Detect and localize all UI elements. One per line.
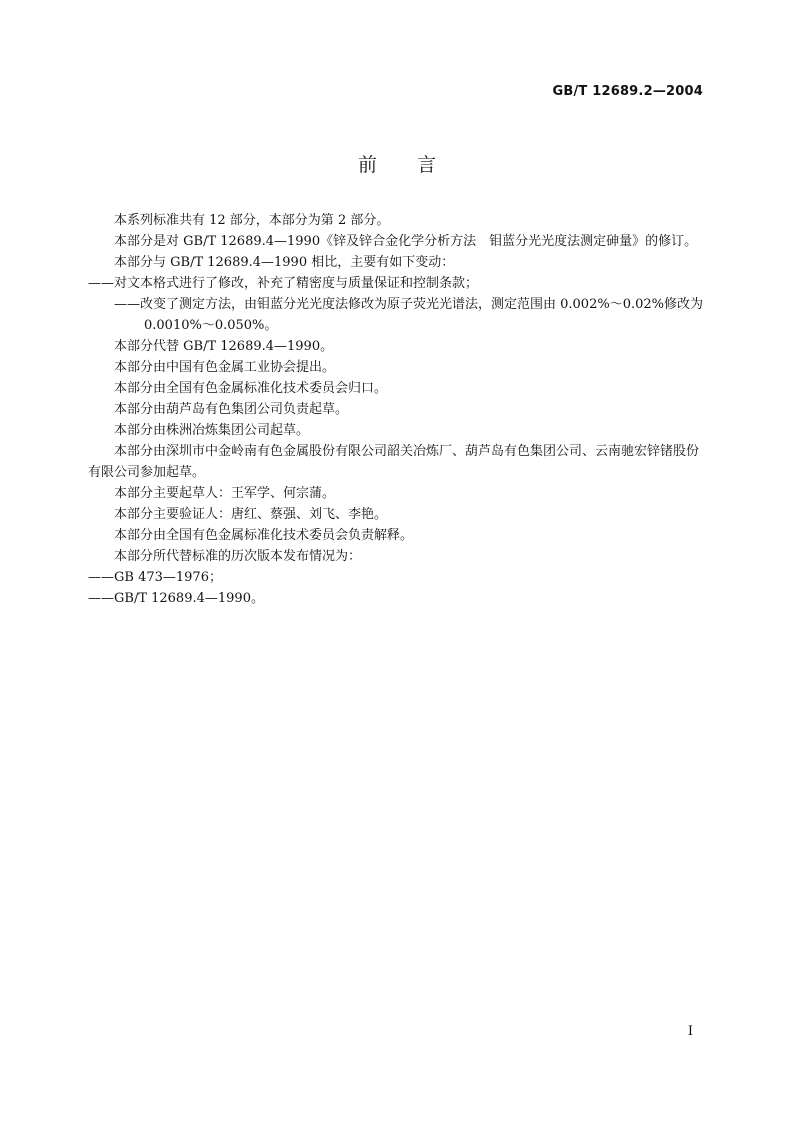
history-item-1976: ——GB 473—1976； [88,570,222,585]
paragraph-history-intro: 本部分所代替标准的历次版本发布情况为： [114,549,362,564]
page-title [0,150,794,177]
title-char-2: 言 [417,154,437,176]
foreword-body [88,210,706,609]
paragraph-main-drafters: 本部分主要起草人：王军学、何宗蒲。 [114,486,336,501]
paragraph-drafter: 本部分由株洲冶炼集团公司起草。 [114,423,310,438]
title-char-1: 前 [357,154,377,176]
standard-code: GB/T 12689.2—2004 [552,84,703,99]
paragraph-revision-of: 本部分是对 GB/T 12689.4—1990《锌及锌合金化学分析方法 钼蓝分光光度法测定砷量》的修订。 [114,234,698,249]
change-item-method: ——改变了测定方法，由钼蓝分光光度法修改为原子荧光光谱法，测定范围由 0.002%～0.02%修改为 0.0010%～0.050%。 [114,297,703,333]
history-item-1990: ——GB/T 12689.4—1990。 [88,591,264,606]
change-item-format: ——对文本格式进行了修改，补充了精密度与质量保证和控制条款； [88,276,479,291]
paragraph-under-jurisdiction: 本部分由全国有色金属标准化技术委员会归口。 [114,381,388,396]
paragraph-changes-intro: 本部分与 GB/T 12689.4—1990 相比，主要有如下变动： [114,255,455,270]
paragraph-proposed-by: 本部分由中国有色金属工业协会提出。 [114,360,336,375]
paragraph-interpretation: 本部分由全国有色金属标准化技术委员会负责解释。 [114,528,414,543]
paragraph-series-count: 本系列标准共有 12 部分，本部分为第 2 部分。 [114,213,390,228]
paragraph-responsible-drafter: 本部分由葫芦岛有色集团公司负责起草。 [114,402,349,417]
paragraph-replaces: 本部分代替 GB/T 12689.4—1990。 [114,339,334,354]
paragraph-verifiers: 本部分主要验证人：唐红、蔡强、刘飞、李艳。 [114,507,388,522]
page-number: I [687,1024,693,1039]
paragraph-participants: 本部分由深圳市中金岭南有色金属股份有限公司韶关冶炼厂、葫芦岛有色集团公司、云南驰宏锌锗股份有限公司参加起草。 [88,444,700,480]
